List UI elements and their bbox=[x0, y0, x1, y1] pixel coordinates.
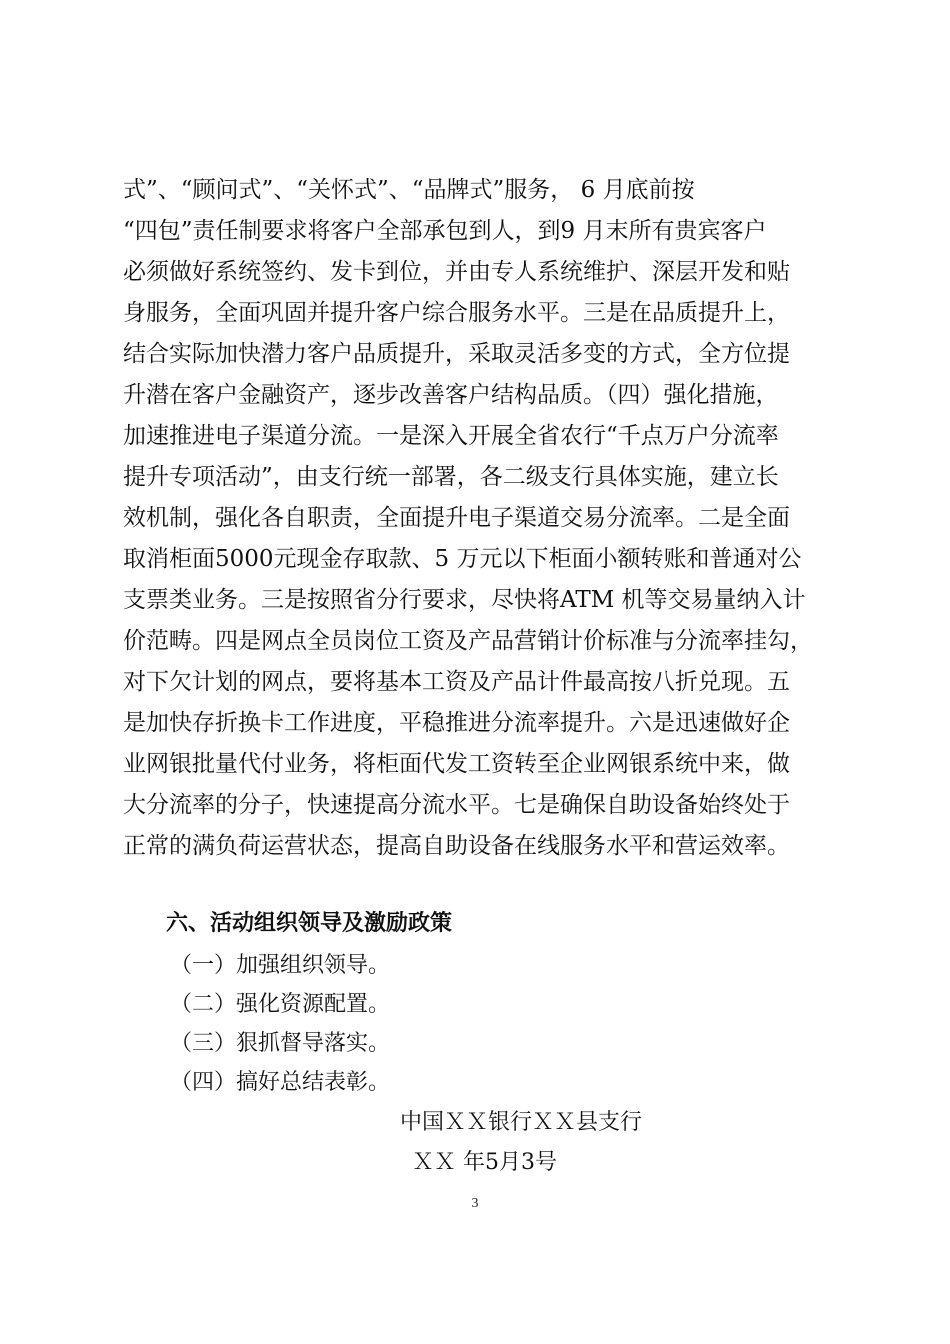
body-line: 对下欠计划的网点，要将基本工资及产品计件最高按八折兑现。五 bbox=[123, 669, 790, 695]
body-line: 必须做好系统签约、发卡到位，并由专人系统维护、深层开发和贴 bbox=[123, 259, 790, 285]
body-line: 升潜在客户金融资产，逐步改善客户结构品质。（四）强化措施， bbox=[123, 382, 779, 408]
body-line: 支票类业务。三是按照省分行要求，尽快将ATM 机等交易量纳入计 bbox=[123, 587, 806, 613]
page-number: 3 bbox=[471, 1196, 479, 1211]
signature-date: ＸＸ 年5月3号 bbox=[412, 1150, 557, 1175]
signature-org: 中国ＸＸ银行ＸＸ县支行 bbox=[400, 1110, 643, 1135]
section-heading: 六、活动组织领导及激励政策 bbox=[166, 911, 453, 936]
section-item: （四）搞好总结表彰。 bbox=[170, 1070, 391, 1095]
body-line: “四包”责任制要求将客户全部承包到人，到9 月末所有贵宾客户 bbox=[123, 218, 767, 244]
section-item: （一）加强组织领导。 bbox=[170, 953, 391, 978]
body-line: 结合实际加快潜力客户品质提升，采取灵活多变的方式，全方位提 bbox=[123, 341, 790, 367]
section-item: （二）强化资源配置。 bbox=[170, 992, 391, 1017]
body-line: 提升专项活动”，由支行统一部署，各二级支行具体实施，建立长 bbox=[123, 464, 779, 490]
body-line: 身服务，全面巩固并提升客户综合服务水平。三是在品质提升上， bbox=[123, 300, 790, 326]
body-line: 加速推进电子渠道分流。一是深入开展全省农行“千点万户分流率 bbox=[123, 423, 779, 449]
body-line: 效机制，强化各自职责，全面提升电子渠道交易分流率。二是全面 bbox=[123, 505, 790, 531]
body-line: 正常的满负荷运营状态，提高自助设备在线服务水平和营运效率。 bbox=[123, 833, 790, 859]
body-line: 业网银批量代付业务，将柜面代发工资转至企业网银系统中来，做 bbox=[123, 751, 790, 777]
section-item: （三）狠抓督导落实。 bbox=[170, 1031, 391, 1056]
body-line: 价范畴。四是网点全员岗位工资及产品营销计价标准与分流率挂勾， bbox=[123, 628, 813, 654]
body-line: 式”、“顾问式”、“关怀式”、“品牌式”服务， 6 月底前按 bbox=[123, 177, 695, 203]
body-line: 是加快存折换卡工作进度，平稳推进分流率提升。六是迅速做好企 bbox=[123, 710, 790, 736]
body-line: 取消柜面5000元现金存取款、5 万元以下柜面小额转账和普通对公 bbox=[123, 546, 802, 572]
body-line: 大分流率的分子，快速提高分流水平。七是确保自助设备始终处于 bbox=[123, 792, 790, 818]
